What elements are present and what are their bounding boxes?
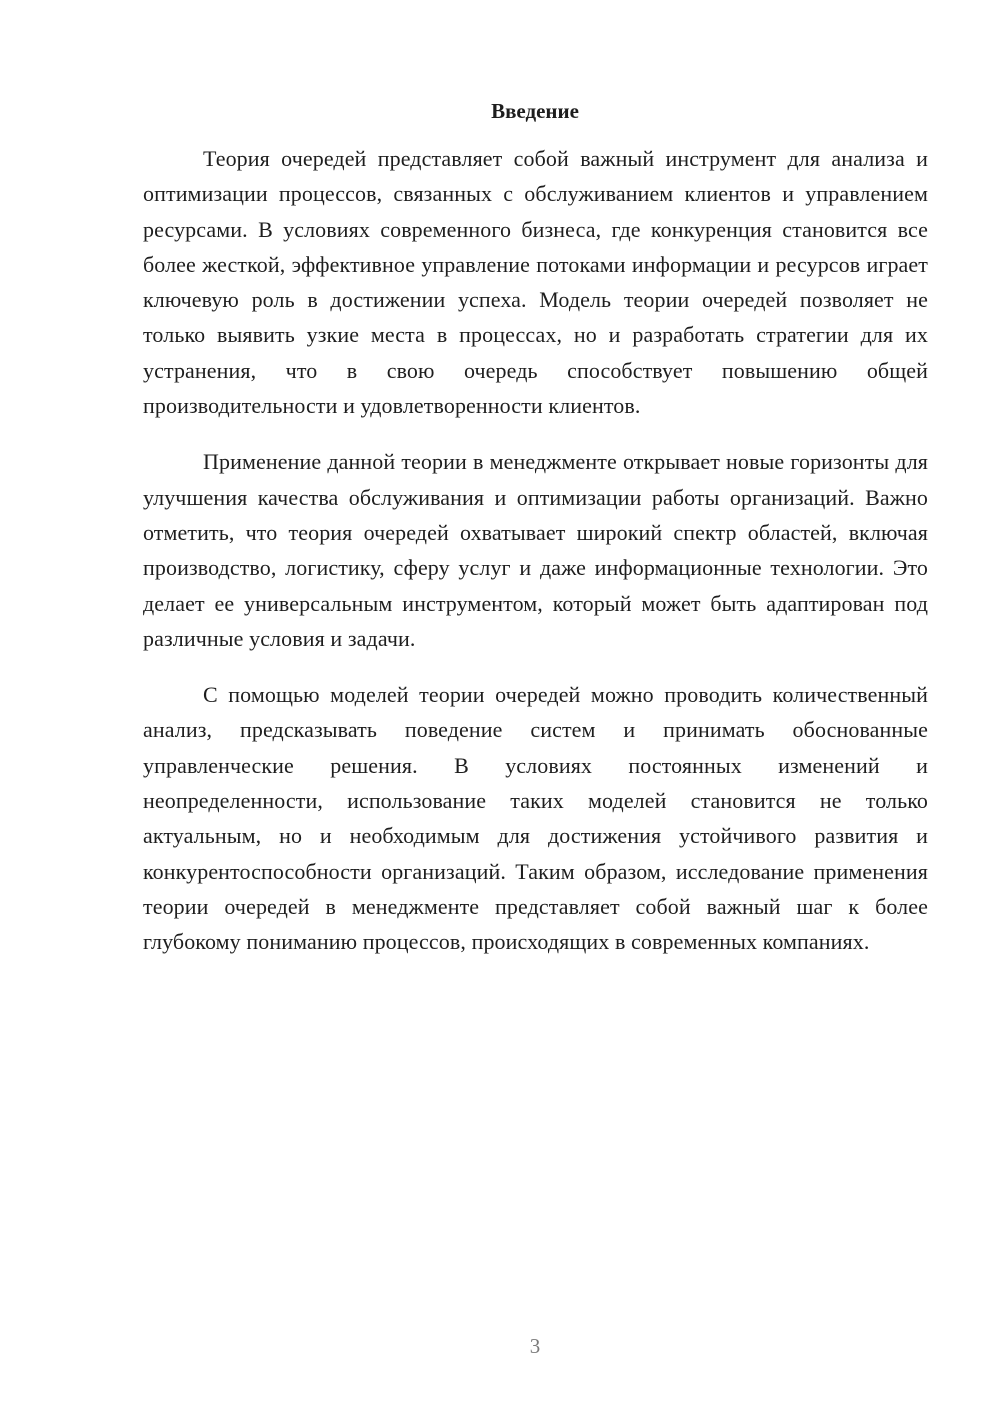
paragraph-3: С помощью моделей теории очередей можно проводить количественный анализ, предсказывать поведение систем и принимать обоснованные управленческие решения. В условиях постоянных изменений и неопределенности, использование таких моделей становится не только актуальным, но и необходимым для достижения устойчивого развития и конкурентоспособности организаций. Таким образом, исследование применения теории очередей в менеджменте представляет собой важный шаг к более глубокому пониманию процессов, происходящих в современных компаниях. (143, 682, 928, 955)
body-text (143, 141, 928, 960)
section-title: Введение (491, 99, 579, 123)
paragraph-2: Применение данной теории в менеджменте открывает новые горизонты для улучшения качества обслуживания и оптимизации работы организаций. Важно отметить, что теория очередей охватывает широкий спектр областей, включая производство, логистику, сферу услуг и даже информационные технологии. Это делает ее универсальным инструментом, который может быть адаптирован под различные условия и задачи. (143, 449, 928, 651)
paragraph-1: Теория очередей представляет собой важный инструмент для анализа и оптимизации процессов, связанных с обслуживанием клиентов и управлением ресурсами. В условиях современного бизнеса, где конкуренция становится все более жесткой, эффективное управление потоками информации и ресурсов играет ключевую роль в достижении успеха. Модель теории очередей позволяет не только выявить узкие места в процессах, но и разработать стратегии для их устранения, что в свою очередь способствует повышению общей производительности и удовлетворенности клиентов. (143, 146, 928, 419)
page-number: 3 (529, 1334, 541, 1358)
